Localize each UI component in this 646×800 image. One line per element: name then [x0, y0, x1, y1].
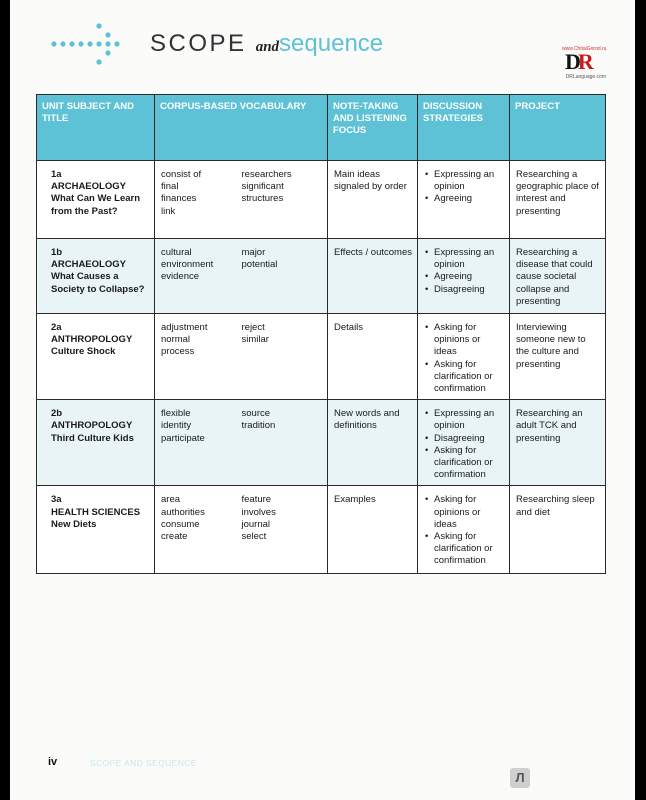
unit-cell: 3a HEALTH SCIENCES New Diets: [37, 486, 155, 574]
project-cell: Researching sleep and diet: [510, 486, 606, 574]
vocab-cell: cultural environment evidence major potential: [155, 239, 328, 314]
header-unit: UNIT SUBJECT AND TITLE: [37, 95, 155, 161]
table-row: [37, 314, 606, 400]
table-row: [37, 239, 606, 314]
page-title: SCOPE andsequence: [150, 30, 384, 57]
corner-badge[interactable]: Л: [510, 768, 530, 788]
logo-top-text: www.ChitaiGorod.ru: [562, 46, 606, 52]
vocab-cell: flexible identity participate source tradition: [155, 400, 328, 486]
unit-cell: 2a ANTHROPOLOGY Culture Shock: [37, 314, 155, 400]
header-project: PROJECT: [510, 95, 606, 161]
unit-cell: 1b ARCHAEOLOGY What Causes a Society to Collapse?: [37, 239, 155, 314]
strategies-cell: • Asking for opinions or ideas • Asking for clarification or confirmation: [418, 486, 510, 574]
focus-cell: Effects / outcomes: [328, 239, 418, 314]
publisher-logo: [562, 46, 606, 80]
document-page: [10, 0, 635, 800]
page-number: iv: [48, 756, 58, 768]
arrow-dots-icon: [46, 20, 126, 68]
focus-cell: Examples: [328, 486, 418, 574]
focus-cell: Main ideas signaled by order: [328, 161, 418, 239]
table-row: [37, 400, 606, 486]
footer-label: SCOPE AND SEQUENCE: [90, 758, 197, 768]
focus-cell: New words and definitions: [328, 400, 418, 486]
table-row: [37, 486, 606, 574]
vocab-cell: consist of final finances link researchers significant structures: [155, 161, 328, 239]
strategies-cell: • Expressing an opinion • Agreeing: [418, 161, 510, 239]
table-header-row: [37, 95, 606, 161]
vocab-cell: adjustment normal process reject similar: [155, 314, 328, 400]
logo-bottom-text: DRLanguage.com: [565, 74, 606, 80]
header-focus: NOTE-TAKING AND LISTENING FOCUS: [328, 95, 418, 161]
strategies-cell: • Expressing an opinion • Disagreeing • Asking for clarification or confirmation: [418, 400, 510, 486]
project-cell: Researching an adult TCK and presenting: [510, 400, 606, 486]
strategies-cell: • Expressing an opinion • Agreeing • Disagreeing: [418, 239, 510, 314]
header-strategies: DISCUSSION STRATEGIES: [418, 95, 510, 161]
scope-sequence-table: [36, 94, 606, 574]
unit-cell: 2b ANTHROPOLOGY Third Culture Kids: [37, 400, 155, 486]
project-cell: Interviewing someone new to the culture and presenting: [510, 314, 606, 400]
header-vocabulary: CORPUS-BASED VOCABULARY: [155, 95, 328, 161]
logo-mark: DR: [565, 49, 591, 74]
strategies-cell: • Asking for opinions or ideas • Asking for clarification or confirmation: [418, 314, 510, 400]
vocab-cell: area authorities consume create feature involves journal select: [155, 486, 328, 574]
unit-cell: 1a ARCHAEOLOGY What Can We Learn from the Past?: [37, 161, 155, 239]
project-cell: Researching a geographic place of interest and presenting: [510, 161, 606, 239]
project-cell: Researching a disease that could cause societal collapse and presenting: [510, 239, 606, 314]
table-row: [37, 161, 606, 239]
focus-cell: Details: [328, 314, 418, 400]
